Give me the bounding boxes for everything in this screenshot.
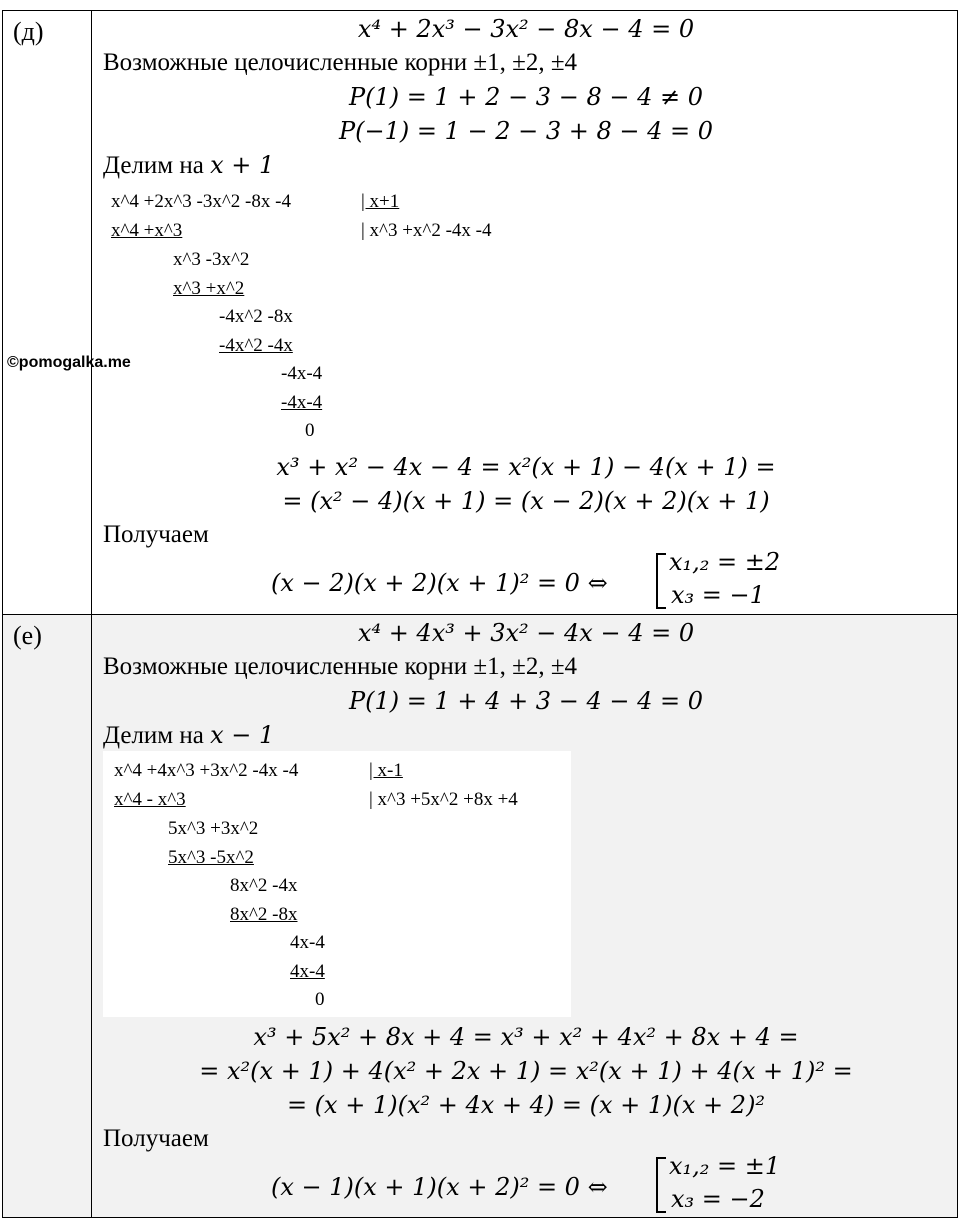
root-1: x₁,₂ = ±1: [669, 1152, 781, 1180]
root-2: x₃ = −2: [671, 1185, 765, 1213]
p-of-minus-1: P(−1) = 1 − 2 − 3 + 8 − 4 = 0: [338, 117, 714, 145]
system-bracket: [656, 1157, 666, 1213]
column-divider: [91, 615, 92, 1217]
divide-line: [103, 721, 274, 750]
division-step: x^4 +x^3: [111, 220, 183, 241]
divisor: | x-1: [369, 760, 403, 781]
division-step: 4x-4: [290, 961, 325, 982]
division-step: x^3 +x^2: [173, 278, 245, 299]
final-equation: (x − 2)(x + 2)(x + 1)² = 0 ⇔: [271, 569, 608, 597]
dividend: x^4 +4x^3 +3x^2 -4x -4: [114, 760, 299, 781]
factorization-line-2: = (x² − 4)(x + 1) = (x − 2)(x + 2)(x + 1): [282, 487, 770, 515]
possible-roots-text: Возможные целочисленные корни ±1, ±2, ±4: [103, 49, 578, 76]
division-step: 8x^2 -4x: [230, 875, 298, 896]
division-step: 4x-4: [290, 932, 325, 953]
division-remainder: 0: [315, 989, 325, 1010]
division-step: -4x^2 -8x: [219, 306, 293, 327]
row-part-d: [3, 11, 957, 614]
divide-by: x + 1: [210, 151, 275, 179]
division-step: -4x-4: [281, 363, 323, 384]
p-of-1: P(1) = 1 + 2 − 3 − 8 − 4 ≠ 0: [349, 83, 703, 111]
equation: x⁴ + 4x³ + 3x² − 4x − 4 = 0: [357, 619, 695, 647]
final-equation: (x − 1)(x + 1)(x + 2)² = 0 ⇔: [271, 1173, 608, 1201]
equation: x⁴ + 2x³ − 3x² − 8x − 4 = 0: [357, 15, 695, 43]
root-1: x₁,₂ = ±2: [669, 548, 781, 576]
division-remainder: 0: [305, 420, 315, 441]
divide-text: Делим на: [103, 152, 204, 179]
p-of-1: P(1) = 1 + 4 + 3 − 4 − 4 = 0: [349, 687, 703, 715]
factorization-line-1: x³ + x² − 4x − 4 = x²(x + 1) − 4(x + 1) =: [276, 453, 776, 481]
quotient: | x^3 +x^2 -4x -4: [361, 220, 492, 241]
part-label: (д): [13, 17, 44, 46]
factorization-line-3: = (x + 1)(x² + 4x + 4) = (x + 1)(x + 2)²: [286, 1091, 766, 1119]
watermark: ©pomogalka.me: [7, 354, 131, 371]
divisor: | x+1: [361, 191, 400, 212]
part-label: (е): [13, 621, 42, 650]
factorization-line-1: x³ + 5x² + 8x + 4 = x³ + x² + 4x² + 8x + 4 =: [253, 1023, 799, 1051]
division-step: 8x^2 -8x: [230, 904, 298, 925]
result-text: Получаем: [103, 1125, 209, 1152]
row-part-e: [3, 614, 957, 1217]
possible-roots-text: Возможные целочисленные корни ±1, ±2, ±4: [103, 653, 578, 680]
divide-text: Делим на: [103, 722, 204, 749]
divide-line: [103, 151, 274, 180]
division-step: x^3 -3x^2: [173, 249, 250, 270]
solution-table: [2, 10, 958, 1218]
factorization-line-2: = x²(x + 1) + 4(x² + 2x + 1) = x²(x + 1) + 4(x + 1)² =: [199, 1057, 853, 1085]
division-step: x^4 - x^3: [114, 789, 186, 810]
division-step: -4x^2 -4x: [219, 335, 293, 356]
dividend: x^4 +2x^3 -3x^2 -8x -4: [111, 191, 291, 212]
system-bracket: [656, 553, 666, 609]
division-step: -4x-4: [281, 392, 323, 413]
result-text: Получаем: [103, 521, 209, 548]
quotient: | x^3 +5x^2 +8x +4: [369, 789, 518, 810]
division-step: 5x^3 -5x^2: [168, 847, 254, 868]
divide-by: x − 1: [210, 721, 275, 749]
column-divider: [91, 11, 92, 614]
root-2: x₃ = −1: [671, 581, 765, 609]
division-step: 5x^3 +3x^2: [168, 818, 259, 839]
